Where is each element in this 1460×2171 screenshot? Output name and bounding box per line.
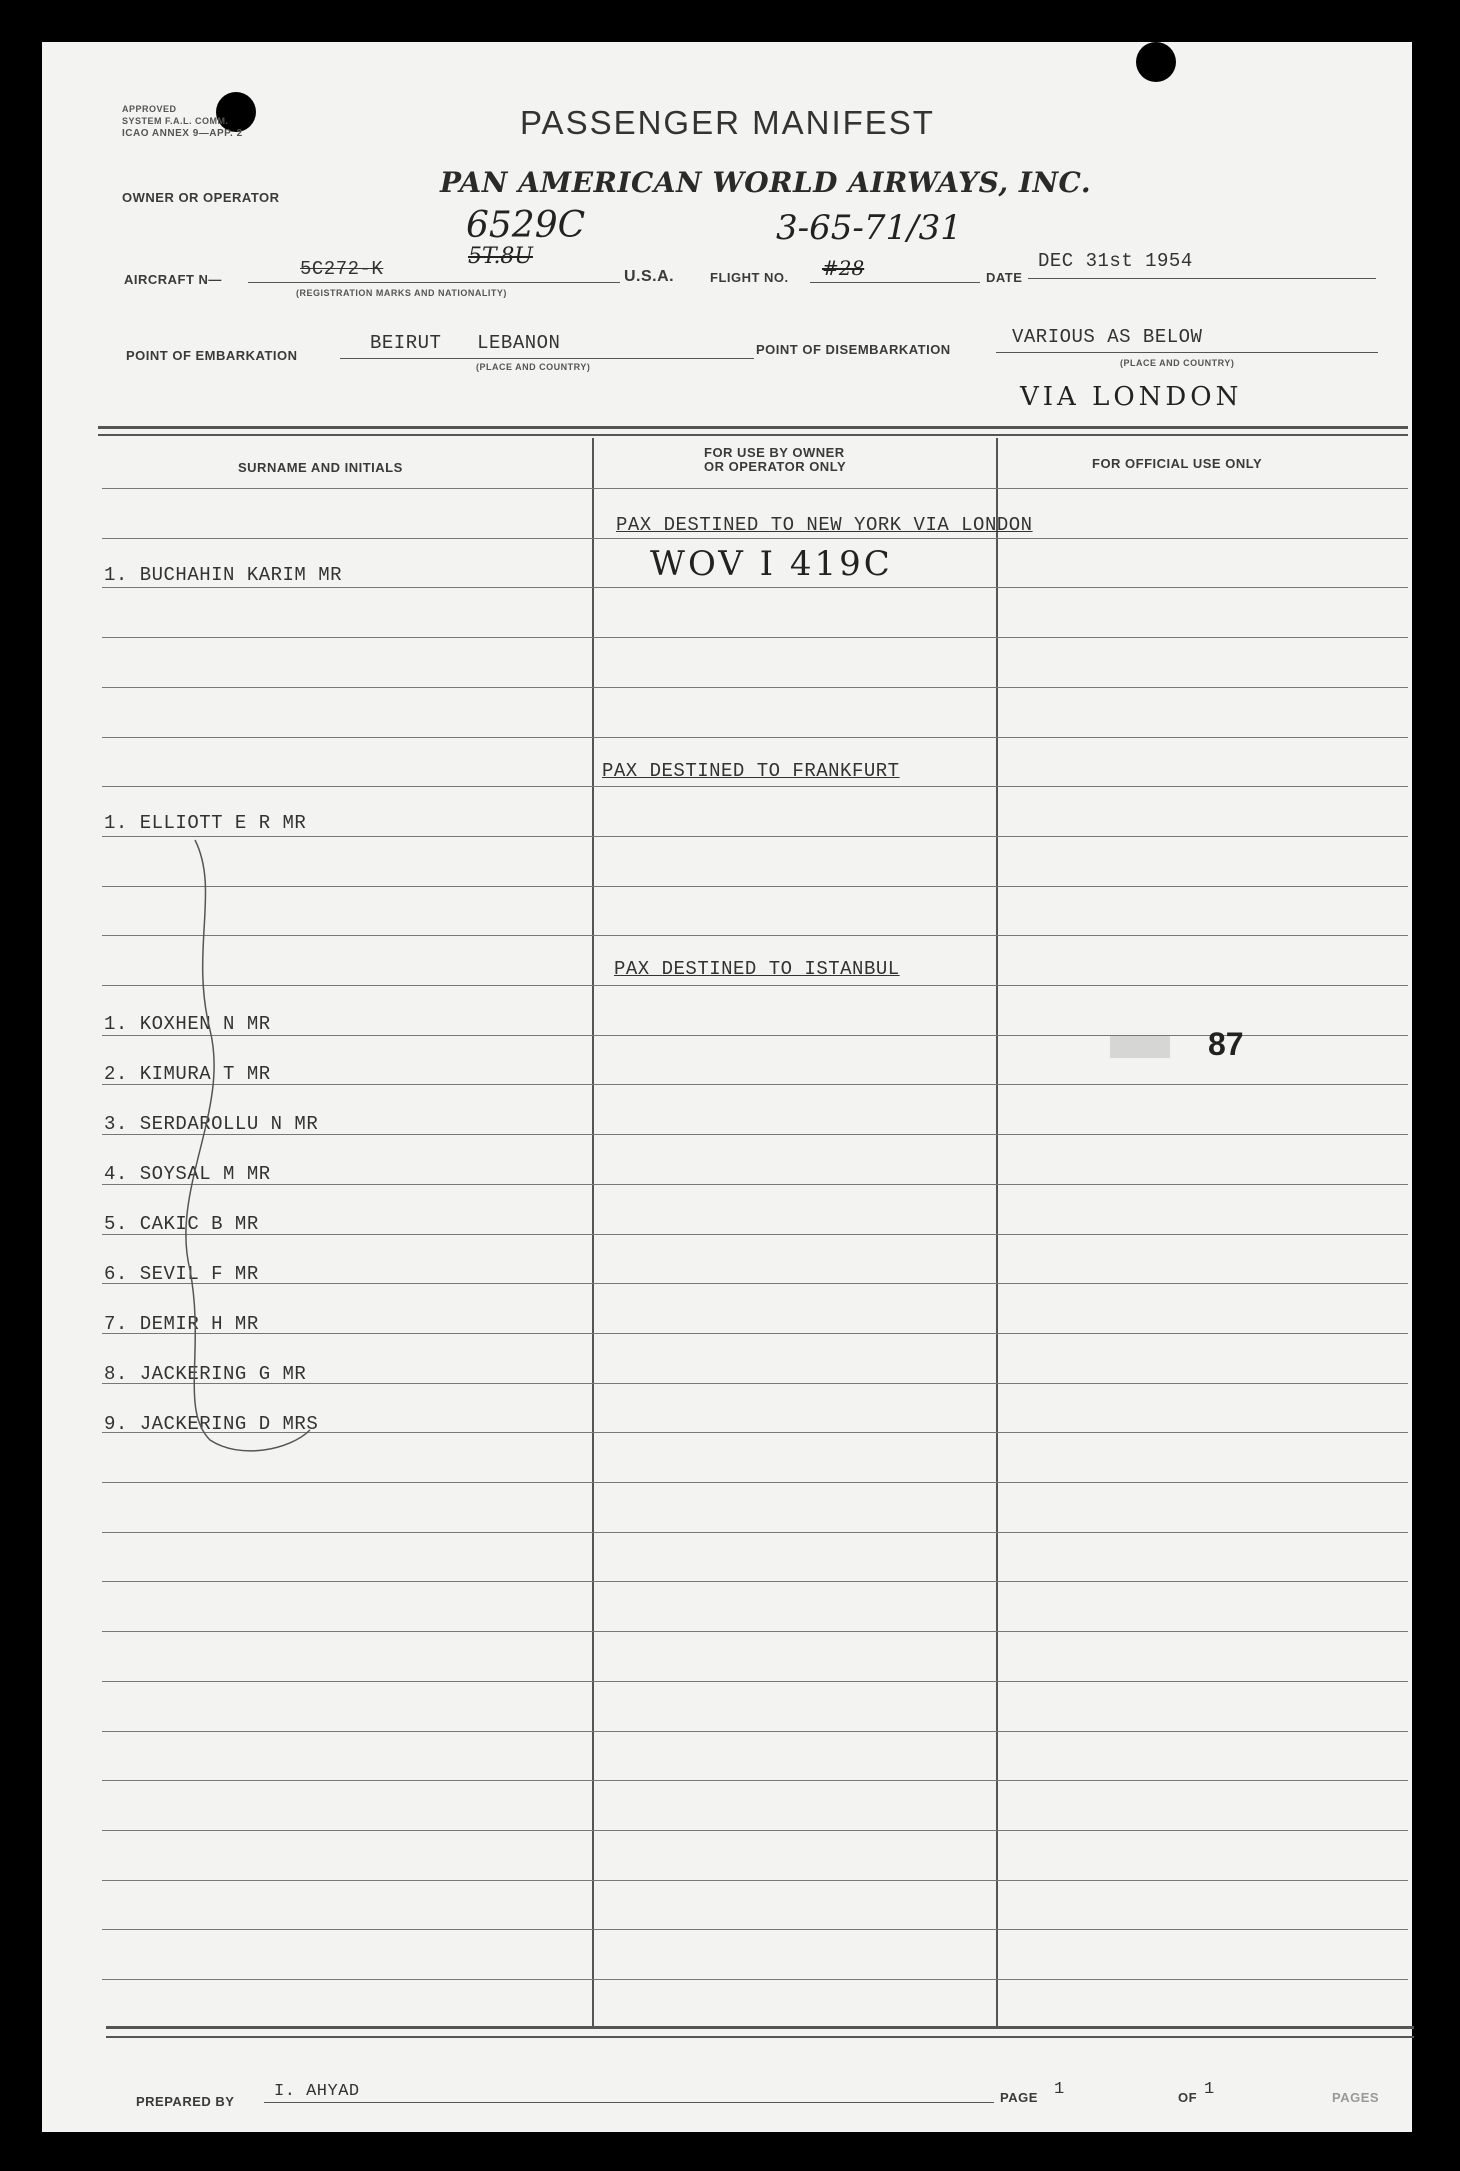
aircraft-handwritten: 6529C bbox=[466, 205, 586, 246]
owner-label: OWNER OR OPERATOR bbox=[122, 190, 280, 205]
disembarkation-label: POINT OF DISEMBARKATION bbox=[756, 342, 951, 357]
aircraft-struck: 5T.8U bbox=[468, 244, 533, 269]
table-bottom-rule-1 bbox=[106, 2026, 1414, 2029]
date-underline bbox=[1028, 278, 1376, 279]
page-value: 1 bbox=[1054, 2080, 1065, 2099]
embarkation-caption: (PLACE AND COUNTRY) bbox=[476, 362, 591, 372]
approval-line-3: ICAO ANNEX 9—APP. 2 bbox=[122, 128, 243, 139]
prepared-underline bbox=[264, 2102, 994, 2103]
passenger-row: 4. SOYSAL M MR bbox=[104, 1163, 271, 1185]
approval-line-1: APPROVED bbox=[122, 104, 177, 114]
aircraft-label: AIRCRAFT N— bbox=[124, 272, 222, 287]
ruled-line bbox=[102, 1830, 1408, 1831]
disembarkation-handwritten: VIA LONDON bbox=[1020, 382, 1243, 412]
ruled-line bbox=[102, 637, 1408, 638]
col-header-owner-1: FOR USE BY OWNER bbox=[704, 445, 845, 460]
passenger-row: 1. ELLIOTT E R MR bbox=[104, 812, 307, 834]
col-header-official: FOR OFFICIAL USE ONLY bbox=[1092, 456, 1263, 471]
ruled-line bbox=[102, 1532, 1408, 1533]
of-label: OF bbox=[1178, 2090, 1198, 2105]
group-newyork-note: WOV I 419C bbox=[650, 544, 893, 584]
flight-struck: #28 bbox=[822, 256, 865, 280]
passenger-row: 7. DEMIR H MR bbox=[104, 1313, 259, 1335]
aircraft-underline bbox=[248, 282, 620, 283]
ruled-line bbox=[102, 1731, 1408, 1732]
ruled-line bbox=[102, 538, 1408, 539]
pages-label: PAGES bbox=[1332, 2090, 1380, 2105]
passenger-row: 1. BUCHAHIN KARIM MR bbox=[104, 564, 343, 586]
prepared-by-label: PREPARED BY bbox=[136, 2094, 235, 2109]
official-stamp-smudge bbox=[1110, 1036, 1170, 1058]
aircraft-typed: 5C272-K bbox=[300, 258, 384, 280]
embarkation-underline bbox=[340, 358, 754, 359]
ruled-line bbox=[102, 687, 1408, 688]
embarkation-label: POINT OF EMBARKATION bbox=[126, 348, 298, 363]
ruled-line bbox=[102, 737, 1408, 738]
aircraft-reg-caption: (REGISTRATION MARKS AND NATIONALITY) bbox=[296, 288, 507, 298]
page-label: PAGE bbox=[1000, 2090, 1038, 2105]
ruled-line bbox=[102, 1880, 1408, 1881]
passenger-row: 2. KIMURA T MR bbox=[104, 1063, 271, 1085]
embarkation-value: BEIRUT LEBANON bbox=[370, 332, 561, 354]
handwritten-bracket bbox=[150, 830, 350, 1490]
ruled-line bbox=[102, 1631, 1408, 1632]
punch-hole-right bbox=[1136, 42, 1176, 82]
group-heading-frankfurt: PAX DESTINED TO FRANKFURT bbox=[602, 760, 900, 782]
column-divider-1 bbox=[592, 438, 594, 2026]
flight-label: FLIGHT NO. bbox=[710, 270, 789, 285]
passenger-row: 9. JACKERING D MRS bbox=[104, 1413, 319, 1435]
passenger-row: 8. JACKERING G MR bbox=[104, 1363, 307, 1385]
col-header-owner-2: OR OPERATOR ONLY bbox=[704, 459, 847, 474]
table-top-rule-2 bbox=[98, 434, 1408, 436]
punch-hole-left bbox=[216, 92, 256, 132]
prepared-by-value: I. AHYAD bbox=[274, 2082, 360, 2101]
ruled-line bbox=[102, 1929, 1408, 1930]
of-value: 1 bbox=[1204, 2080, 1215, 2099]
ruled-line bbox=[102, 1581, 1408, 1582]
flight-underline bbox=[810, 282, 980, 283]
column-divider-2 bbox=[996, 438, 998, 2026]
table-top-rule-1 bbox=[98, 426, 1408, 429]
ruled-line bbox=[102, 1681, 1408, 1682]
official-stamp: 87 bbox=[1208, 1026, 1244, 1062]
table-bottom-rule-2 bbox=[106, 2036, 1414, 2038]
ruled-line bbox=[102, 786, 1408, 787]
date-label: DATE bbox=[986, 270, 1023, 285]
page-title: PASSENGER MANIFEST bbox=[520, 104, 935, 141]
ruled-line bbox=[102, 1979, 1408, 1980]
date-value: DEC 31st 1954 bbox=[1038, 250, 1193, 272]
owner-value: PAN AMERICAN WORLD AIRWAYS, INC. bbox=[440, 166, 1092, 199]
passenger-row: 6. SEVIL F MR bbox=[104, 1263, 259, 1285]
passenger-row: 3. SERDAROLLU N MR bbox=[104, 1113, 319, 1135]
disembarkation-value: VARIOUS AS BELOW bbox=[1012, 326, 1203, 348]
ruled-line bbox=[102, 1780, 1408, 1781]
passenger-row: 1. KOXHEN N MR bbox=[104, 1013, 271, 1035]
aircraft-nationality: U.S.A. bbox=[624, 268, 675, 285]
ruled-line bbox=[102, 587, 1408, 588]
flight-handwritten: 3-65-71/31 bbox=[776, 208, 962, 248]
group-heading-istanbul: PAX DESTINED TO ISTANBUL bbox=[614, 958, 900, 980]
disembarkation-underline bbox=[996, 352, 1378, 353]
approval-line-2: SYSTEM F.A.L. COMM. bbox=[122, 116, 229, 126]
col-header-surname: SURNAME AND INITIALS bbox=[238, 460, 403, 475]
passenger-row: 5. CAKIC B MR bbox=[104, 1213, 259, 1235]
group-heading-newyork: PAX DESTINED TO NEW YORK VIA LONDON bbox=[616, 514, 1033, 536]
ruled-line bbox=[102, 488, 1408, 489]
disembarkation-caption: (PLACE AND COUNTRY) bbox=[1120, 358, 1235, 368]
